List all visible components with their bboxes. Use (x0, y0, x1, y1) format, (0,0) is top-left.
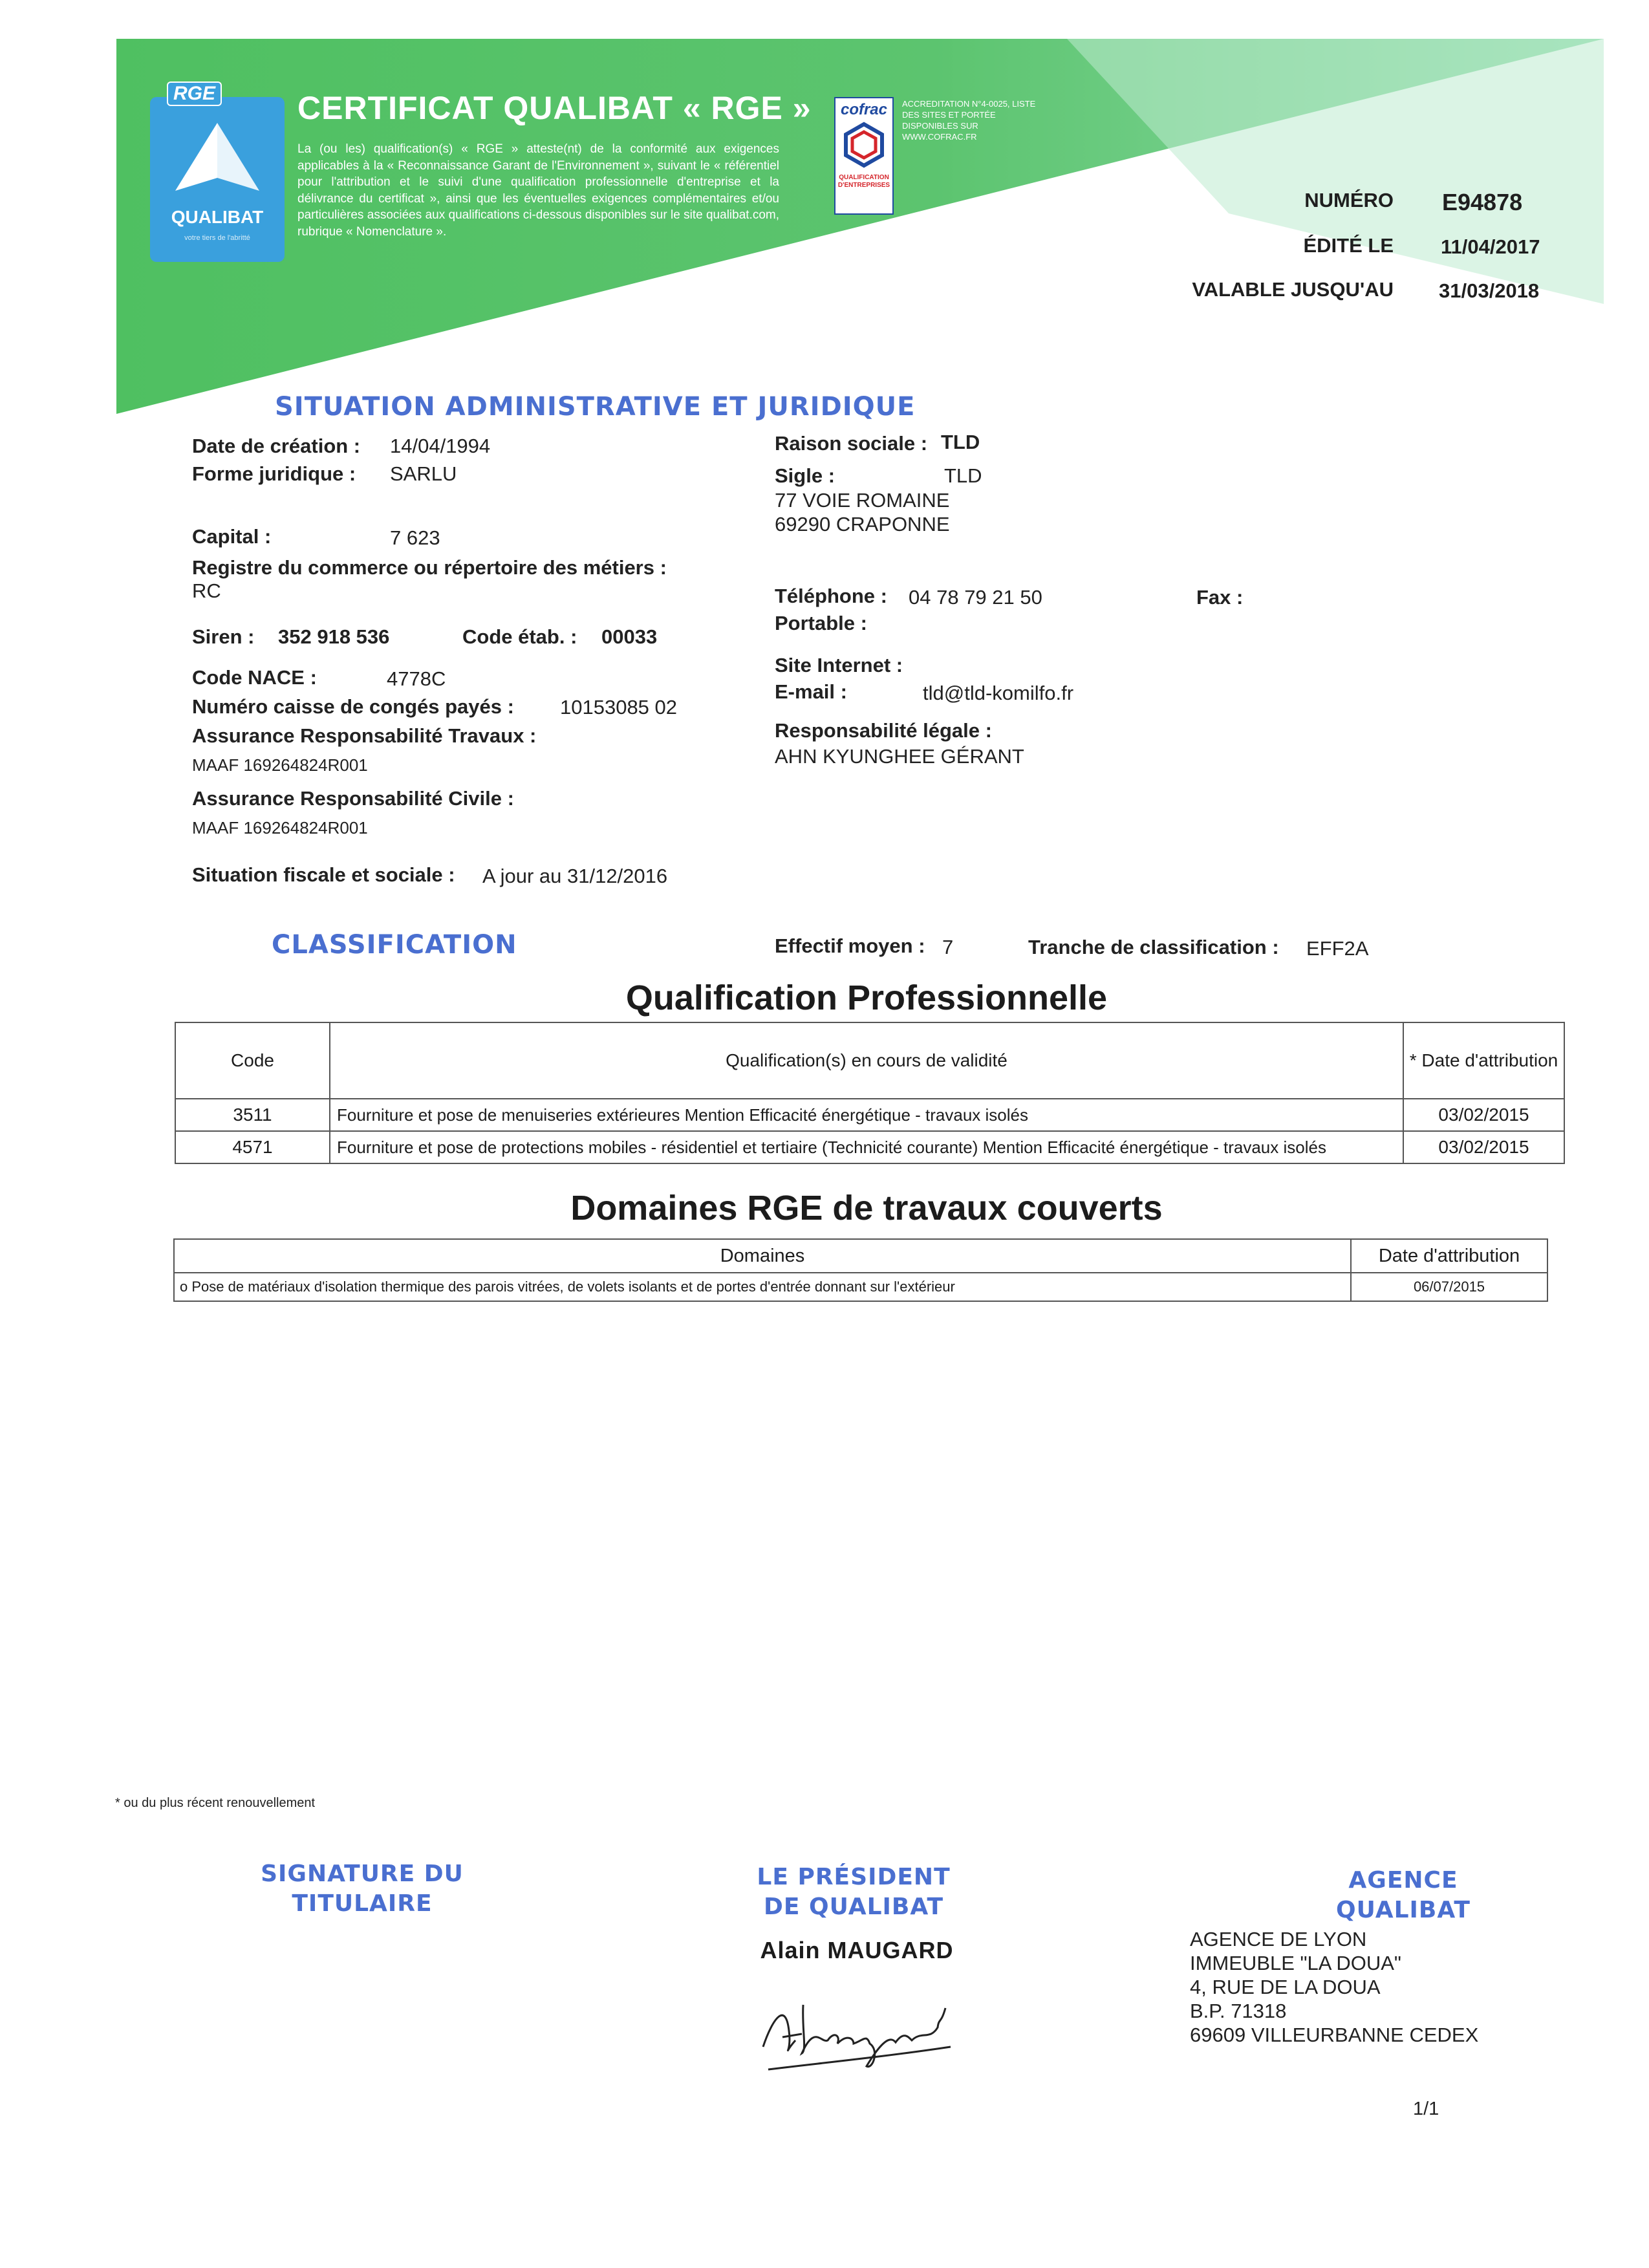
tranche-value: EFF2A (1306, 937, 1369, 960)
fiscale-label: Situation fiscale et sociale : (192, 863, 455, 886)
qualification-table (175, 1022, 1565, 1164)
resp-legale-value: AHN KYUNGHEE GÉRANT (775, 745, 1024, 768)
ass-travaux-value: MAAF 169264824R001 (192, 755, 368, 775)
caisse-value: 10153085 02 (560, 696, 678, 718)
fiscale-value: A jour au 31/12/2016 (482, 865, 668, 887)
registre-label: Registre du commerce ou répertoire des métiers : (192, 556, 667, 579)
col-code-header: Code (175, 1022, 330, 1099)
ass-travaux-label: Assurance Responsabilité Travaux : (192, 724, 537, 747)
row-code: 3511 (175, 1099, 330, 1131)
email-label: E-mail : (775, 680, 847, 703)
row-code: 4571 (175, 1131, 330, 1163)
agence-address (1190, 1927, 1478, 2047)
table-row (174, 1273, 1547, 1301)
cofrac-wordmark: cofrac (840, 101, 888, 118)
table-header-row (175, 1022, 1564, 1099)
nace-value: 4778C (387, 667, 446, 690)
ass-civile-value: MAAF 169264824R001 (192, 818, 368, 837)
sigle-label: Sigle : (775, 464, 835, 487)
sigle-value: TLD (944, 464, 982, 487)
qualification-title: Qualification Professionnelle (625, 978, 1108, 1017)
president-name: Alain MAUGARD (760, 1937, 954, 1963)
valable-value: 31/03/2018 (1439, 279, 1540, 302)
ass-civile-label: Assurance Responsabilité Civile : (192, 787, 514, 810)
classification-title: CLASSIFICATION (272, 930, 517, 960)
raison-sociale-value: TLD (941, 431, 980, 453)
row-description: o Pose de matériaux d'isolation thermique des parois vitrées, de volets isolants et de portes d'entrée donnant sur l'extérieur (174, 1273, 1351, 1301)
agence-address-line: B.P. 71318 (1190, 2000, 1287, 2022)
pyramid-icon (172, 120, 263, 197)
email-value: tld@tld-komilfo.fr (923, 682, 1074, 704)
president-signature (757, 1979, 964, 2082)
cofrac-accreditation: ACCREDITATION N°4-0025, LISTE DES SITES ET PORTÉE DISPONIBLES SUR WWW.COFRAC.FR (902, 99, 1036, 142)
caisse-label: Numéro caisse de congés payés : (192, 695, 514, 718)
registre-value: RC (192, 579, 221, 602)
domaines-table (173, 1238, 1548, 1302)
edite-value: 11/04/2017 (1441, 235, 1540, 258)
domaines-title: Domaines RGE de travaux couverts (570, 1189, 1163, 1227)
col-domaines-header: Domaines (174, 1239, 1351, 1273)
date-creation-label: Date de création : (192, 435, 361, 457)
edite-label: ÉDITÉ LE (1303, 234, 1394, 257)
raison-sociale-label: Raison sociale : (775, 432, 928, 455)
president-heading: LE PRÉSIDENT DE QUALIBAT (757, 1864, 951, 1920)
agence-address-line: 4, RUE DE LA DOUA (1190, 1976, 1381, 1998)
rge-badge: RGE (167, 81, 222, 106)
row-date: 06/07/2015 (1351, 1273, 1547, 1301)
logo-tagline: votre tiers de l'abritté (184, 234, 250, 242)
table-header-row (174, 1239, 1547, 1273)
resp-legale-label: Responsabilité légale : (775, 719, 992, 742)
agence-address-line: 69609 VILLEURBANNE CEDEX (1190, 2024, 1479, 2046)
nace-label: Code NACE : (192, 666, 317, 689)
row-date: 03/02/2015 (1403, 1099, 1564, 1131)
valable-label: VALABLE JUSQU'AU (1192, 278, 1394, 301)
capital-value: 7 623 (390, 526, 440, 549)
logo-name: QUALIBAT (171, 207, 264, 227)
telephone-label: Téléphone : (775, 585, 887, 607)
certificate-description: La (ou les) qualification(s) « RGE » atteste(nt) de la conformité aux exigences applicables à la « Reconnaissance Garant de l'Environnement », suivant le « référentiel pour l'attribution et le suivi d'une qualification professionnelle d'entreprise et la délivrance du certificat », ainsi que les éventuelles exigences complémentaires et/ou particulières associées aux qualifications ci-dessous disponibles sur le site qualibat.com, rubrique « Nomenclature ». (297, 142, 779, 239)
telephone-value: 04 78 79 21 50 (909, 586, 1042, 609)
siren-label: Siren : (192, 625, 255, 648)
agence-address-line: IMMEUBLE "LA DOUA" (1190, 1952, 1401, 1974)
capital-label: Capital : (192, 525, 272, 548)
col-date-header: * Date d'attribution (1403, 1022, 1564, 1099)
code-etab-value: 00033 (601, 625, 658, 648)
forme-juridique-value: SARLU (390, 462, 457, 485)
table-row (175, 1099, 1564, 1131)
effectif-label: Effectif moyen : (775, 934, 925, 957)
numero-value: E94878 (1442, 189, 1523, 215)
renewal-note: * ou du plus récent renouvellement (115, 1796, 316, 1810)
address-line-2: 69290 CRAPONNE (775, 513, 950, 535)
page-number: 1/1 (1413, 2099, 1439, 2119)
col-date-attribution-header: Date d'attribution (1351, 1239, 1547, 1273)
cofrac-subtitle: QUALIFICATION D'ENTREPRISES (837, 174, 890, 189)
tranche-label: Tranche de classification : (1028, 936, 1279, 958)
signature-titulaire-heading: SIGNATURE DU TITULAIRE (261, 1861, 464, 1917)
row-description: Fourniture et pose de menuiseries extérieures Mention Efficacité énergétique - travaux isolés (330, 1099, 1403, 1131)
date-creation-value: 14/04/1994 (390, 435, 491, 457)
cofrac-logo (834, 97, 894, 215)
table-row (175, 1131, 1564, 1163)
admin-section-title: SITUATION ADMINISTRATIVE ET JURIDIQUE (275, 392, 916, 422)
agence-address-line: AGENCE DE LYON (1190, 1928, 1367, 1950)
numero-label: NUMÉRO (1304, 189, 1394, 211)
code-etab-label: Code étab. : (462, 625, 577, 648)
certificate-title: CERTIFICAT QUALIBAT « RGE » (297, 90, 812, 126)
address-line-1: 77 VOIE ROMAINE (775, 489, 950, 512)
siren-value: 352 918 536 (278, 625, 390, 648)
site-internet-label: Site Internet : (775, 654, 903, 676)
qualibat-logo (150, 83, 285, 262)
fax-label: Fax : (1196, 586, 1244, 609)
hexagon-icon (835, 119, 892, 171)
portable-label: Portable : (775, 612, 867, 634)
effectif-value: 7 (942, 936, 954, 958)
agence-heading: AGENCE QUALIBAT (1336, 1867, 1471, 1923)
forme-juridique-label: Forme juridique : (192, 462, 356, 485)
row-description: Fourniture et pose de protections mobiles - résidentiel et tertiaire (Technicité courante) Mention Efficacité énergétique - travaux isolés (330, 1131, 1403, 1163)
row-date: 03/02/2015 (1403, 1131, 1564, 1163)
col-qualification-header: Qualification(s) en cours de validité (330, 1022, 1403, 1099)
